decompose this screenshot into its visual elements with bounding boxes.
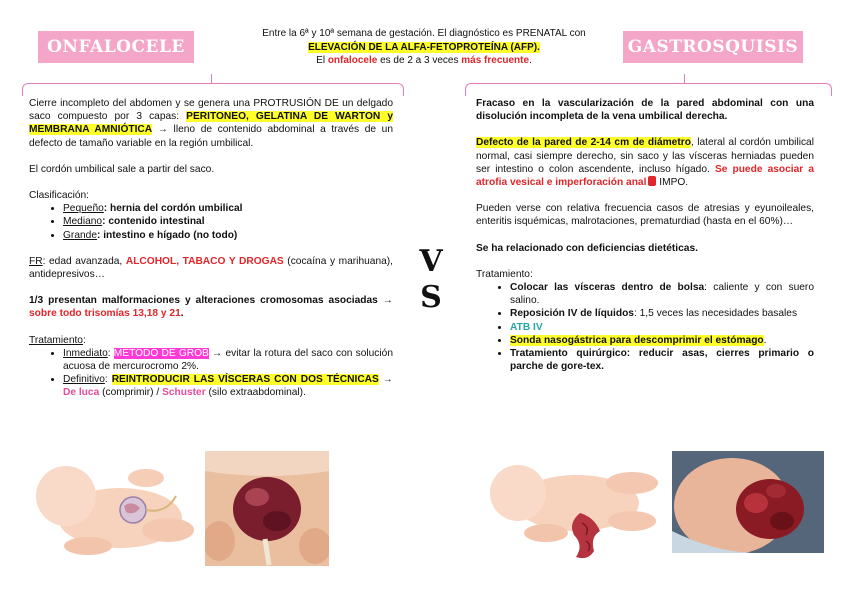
- vs-letter-v: V: [419, 244, 443, 279]
- gastrosquisis-title: GASTROSQUISIS: [623, 31, 803, 63]
- list-item: • Sonda nasogástrica para descomprimir el estómago.: [510, 334, 814, 347]
- list-item: • Pequeño: hernia del cordón umbilical: [63, 202, 393, 215]
- malformations: 1/3 presentan malformaciones y alteraciones cromosomas asociadas → sobre todo trisomías 13,18 y 21.: [29, 295, 393, 320]
- left-bracket: [22, 83, 404, 96]
- list-item: • Reposición IV de líquidos: 1,5 veces las necesidades basales: [510, 307, 814, 320]
- treatment-list: [29, 347, 393, 400]
- vs-letter-s: S: [420, 280, 442, 315]
- gastrosquisis-illustration: [482, 453, 666, 563]
- header-line-3: El onfalocele es de 2 a 3 veces más frecuente.: [316, 55, 532, 66]
- treatment-title: Tratamiento:: [476, 268, 533, 280]
- definition: Cierre incompleto del abdomen y se genera una PROTRUSIÓN DE un delgado saco compuesto por 3 capas: PERITONEO, GELATINA DE WARTON y MEMBRANA AMNIÓTICA → lleno de contenido abdominal a través de un defecto de tamaño variable en la región umbilical.: [29, 98, 393, 149]
- definition: Fracaso en la vascularización de la pared abdominal con una disolución incompleta de la vena umbilical derecha.: [476, 98, 814, 123]
- onfalocele-text: [29, 97, 393, 400]
- gastrosquisis-photo: [672, 451, 824, 553]
- onfalocele-title: ONFALOCELE: [38, 31, 194, 63]
- list-item: • ATB IV: [510, 321, 814, 334]
- diet-note: Se ha relacionado con deficiencias dietéticas.: [476, 242, 698, 254]
- classification-title: Clasificación:: [29, 190, 90, 202]
- gastrosquisis-text: [476, 97, 814, 373]
- list-item: • Inmediato: MÉTODO DE GROB → evitar la rotura del saco con solución acuosa de mercurocromo 2%.: [63, 347, 393, 373]
- list-item: • Colocar las vísceras dentro de bolsa: caliente y con suero salino.: [510, 281, 814, 307]
- list-item: • Tratamiento quirúrgico: reducir asas, cierres primario o parche de gore-tex.: [510, 347, 814, 373]
- header-line-2: ELEVACIÓN DE LA ALFA-FETOPROTEÍNA (AFP).: [308, 41, 540, 53]
- treatment-list: [476, 281, 814, 373]
- header-line-1: Entre la 6ª y 10ª semana de gestación. El diagnóstico es PRENATAL con: [262, 28, 586, 39]
- list-item: • Mediano: contenido intestinal: [63, 215, 393, 228]
- list-item: • Definitivo: REINTRODUCIR LAS VÍSCERAS CON DOS TÉCNICAS → De luca (comprimir) / Schuster (silo extraabdominal).: [63, 373, 393, 399]
- cord-note: El cordón umbilical sale a partir del saco.: [29, 163, 215, 175]
- classification-list: [29, 202, 393, 242]
- treatment-title: Tratamiento:: [29, 334, 86, 346]
- defect-description: Defecto de la pared de 2-14 cm de diámetro, lateral al cordón umbilical normal, casi siempre derecho, sin saco y las vísceras herniadas pueden ser intestino o colon ascendente, incluso hígado. Se puede asociar a atrofia vesical e imperforación anal IMPO.: [476, 137, 815, 189]
- list-item: • Grande: intestino e hígado (no todo): [63, 229, 393, 242]
- associations: Pueden verse con relativa frecuencia casos de atresias y eyunoileales, enteritis isquémicas, malrotaciones, prematurdiad (hasta en el 60%)…: [476, 203, 814, 228]
- risk-factors: FR: edad avanzada, ALCOHOL, TABACO Y DROGAS (cocaína y marihuana), antidepresivos…: [29, 255, 393, 281]
- onfalocele-photo: [205, 451, 329, 566]
- onfalocele-illustration: [28, 458, 200, 562]
- header-note: [225, 27, 623, 68]
- right-bracket: [465, 83, 832, 96]
